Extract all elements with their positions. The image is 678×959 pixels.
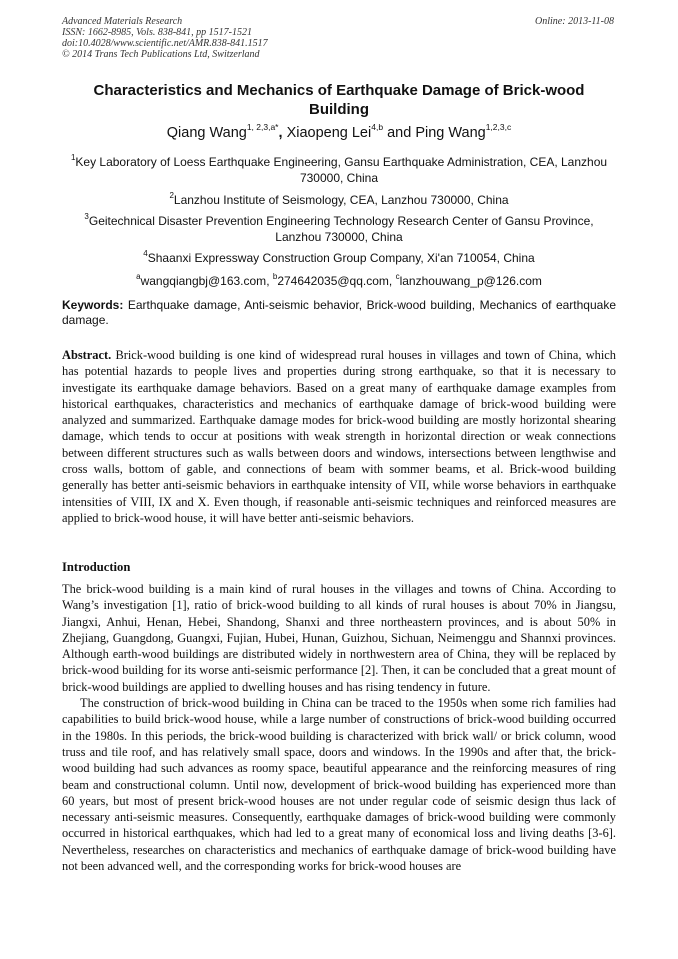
- author-affil-mark: 1,2,3,c: [485, 122, 512, 132]
- author-name: Xiaopeng Lei: [286, 125, 372, 141]
- paragraph: The brick-wood building is a main kind of rural houses in the villages and towns of China. According to Wang’s investigation [1], ratio of brick-wood building to all kinds of rural houses is about 70% in Jiangsu, Jiangxi, Anhui, Henan, Hebei, Shandong, Shanxi and three northeastern provinces, and is about 50% in Zhejiang, Guangdong, Guangxi, Fujian, Hubei, Hunan, Guizhou, Sichuan, Neimenggu and Shannxi provinces. Although earth-wood buildings are distributed widely in northwestern area of China, they will be replaced by brick-wood building for its worse anti-seismic performance [2]. Then, it can be concluded that a great mount of brick-wood buildings are applied to dwelling houses and has rising tendency in future.: [62, 582, 616, 694]
- affiliation-3: [62, 213, 616, 245]
- email-address: wangqiangbj@163.com: [140, 274, 267, 288]
- copyright-line: © 2014 Trans Tech Publications Ltd, Switzerland: [62, 49, 260, 60]
- email-separator: ,: [266, 274, 273, 288]
- journal-name: Advanced Materials Research: [62, 16, 183, 27]
- paragraph: The construction of brick-wood building in China can be traced to the 1950s when some rich families had capabilities to build brick-wood house, while a large number of constructions of brick-wood building occurred in the 1980s. In this periods, the brick-wood building is characterized with brick wall/ or brick column, wood truss and tile roof, and has relatively small space, doors and windows. In the 1990s and after that, the brick-wood building had such advances as roomy space, beautiful appearance and the reinforcing measures of ring beam and constructional column. Until now, development of brick-wood building has experienced more than 60 years, but most of present brick-wood houses are not under regular code of seismic design thus lack of necessary anti-seismic measures. Consequently, earthquake damages of brick-wood building were commonly occurred in historical earthquakes, which had led to a great many of economical loss and living deaths [3-6]. Nevertheless, researches on characteristics and mechanics of earthquake damage of brick-wood building have not been advanced well, and the corresponding works for brick-wood houses are: [62, 696, 616, 874]
- abstract-label: Abstract.: [62, 348, 112, 362]
- online-date: Online: 2013-11-08: [535, 16, 614, 27]
- section-heading-introduction: Introduction: [62, 560, 131, 574]
- affiliation-1: [62, 154, 616, 186]
- author-separator: and: [383, 125, 416, 141]
- email-address: lanzhouwang_p@126.com: [399, 274, 542, 288]
- author-list: [62, 122, 616, 141]
- author-affil-mark: 4,b: [371, 122, 384, 132]
- keywords-label: Keywords:: [62, 298, 124, 312]
- affiliation-4: [62, 250, 616, 266]
- keywords: [62, 298, 616, 328]
- affiliation-text: Lanzhou Institute of Seismology, CEA, Lanzhou 730000, China: [173, 193, 509, 207]
- affiliation-mark: 4: [143, 249, 148, 258]
- affiliation-mark: 2: [169, 191, 174, 200]
- affiliation-2: [62, 192, 616, 208]
- email-mark: c: [395, 272, 400, 281]
- doi-line: doi:10.4028/www.scientific.net/AMR.838-841.1517: [62, 38, 268, 49]
- author-affil-mark: 1, 2,3,a*: [246, 122, 279, 132]
- email-list: [62, 273, 616, 289]
- author-name: Qiang Wang: [166, 125, 247, 141]
- keywords-text: Earthquake damage, Anti-seismic behavior, Brick-wood building, Mechanics of earthquake damage.: [62, 298, 616, 327]
- author-name: Ping Wang: [415, 125, 486, 141]
- abstract-text: Brick-wood building is one kind of widespread rural houses in villages and town of China, which has potential hazards to people lives and properties during strong earthquake, so that it is necessary to investigate its earthquake damage behaviors. Based on a great many of earthquake damage examples from historical earthquakes, characteristics and mechanics of earthquake damage of brick-wood building were analyzed and summarized. Earthquake damage modes for brick-wood building are mostly horizontal shearing damage, which tends to occur at positions with weak strength in horizontal direction or weak connections between different structures such as walls between doors and windows, intersections between lengthwise and cross walls, bottom of gable, and connections of beam with sommer beams, et al. Brick-wood building generally has better anti-seismic behaviors in earthquake intensity of VII, while worse behaviors in earthquake intensities of VIII, IX and X. Even though, if reasonable anti-seismic techniques and reinforced measures are applied to brick-wood house, it will have better anti-seismic behaviors.: [62, 348, 616, 525]
- abstract: [62, 347, 616, 526]
- affiliation-mark: 1: [70, 153, 76, 162]
- introduction-body: [62, 581, 616, 874]
- email-address: 274642035@qq.com: [277, 274, 389, 288]
- affiliation-text: Shaanxi Expressway Construction Group Company, Xi'an 710054, China: [147, 251, 535, 265]
- affiliation-text: Geitechnical Disaster Prevention Engineering Technology Research Center of Gansu Province, Lanzhou 730000, China: [88, 214, 594, 244]
- email-mark: b: [272, 272, 278, 281]
- affiliation-mark: 3: [84, 212, 89, 221]
- paper-title: Characteristics and Mechanics of Earthquake Damage of Brick-wood Building: [93, 82, 585, 118]
- author-separator: ,: [278, 125, 287, 141]
- email-mark: a: [136, 272, 141, 281]
- issn-line: ISSN: 1662-8985, Vols. 838-841, pp 1517-1521: [62, 27, 252, 38]
- journal-header: [62, 16, 268, 60]
- affiliation-text: Key Laboratory of Loess Earthquake Engineering, Gansu Earthquake Administration, CEA, Lanzhou 730000, China: [75, 155, 608, 185]
- email-separator: ,: [388, 274, 396, 288]
